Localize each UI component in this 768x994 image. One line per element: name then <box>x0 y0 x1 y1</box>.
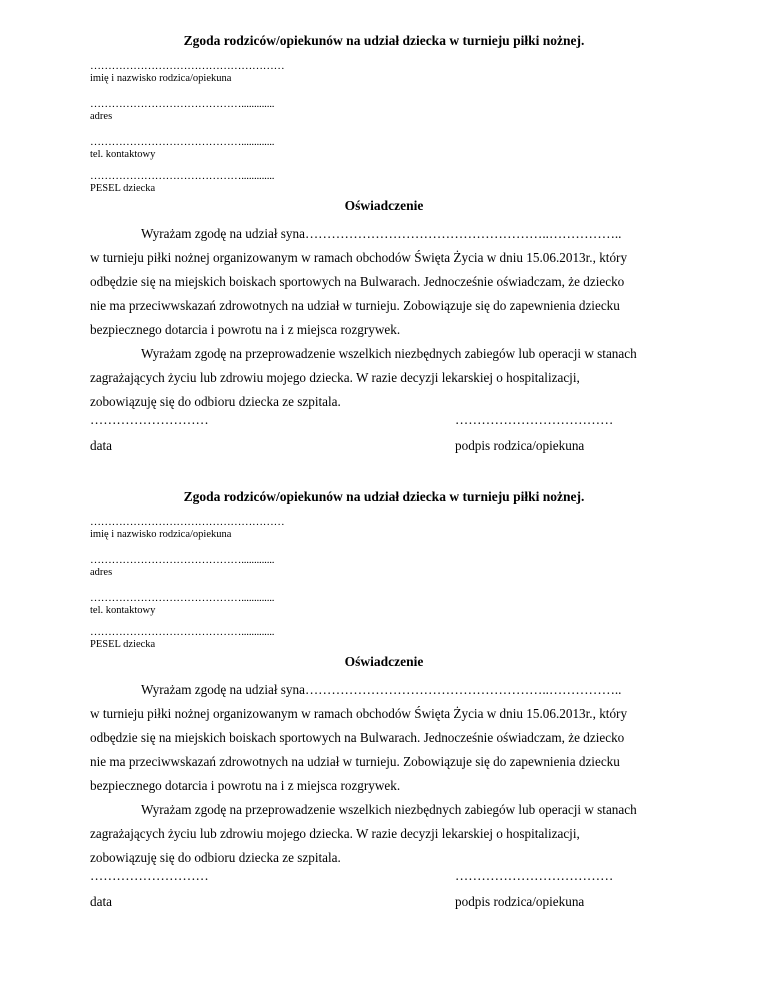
signature-label: podpis rodzica/opiekuna <box>455 894 585 909</box>
signature-dots: ……………………………… <box>455 868 614 883</box>
paragraph-line: zobowiązuję się do odbioru dziecka ze szpitala. <box>90 850 341 865</box>
pesel-field <box>90 170 330 195</box>
address-dots: ……………………………………............. <box>90 554 275 566</box>
pesel-field <box>90 626 330 651</box>
paragraph-line: nie ma przeciwwskazań zdrowotnych na udział w turnieju. Zobowiązuje się do zapewnienia dziecku <box>90 298 620 313</box>
paragraph-line: Wyrażam zgodę na przeprowadzenie wszelkich niezbędnych zabiegów lub operacji w stanach <box>141 346 637 361</box>
address-label: adres <box>90 111 113 122</box>
pesel-dots: ……………………………………............. <box>90 170 275 182</box>
signature-label: podpis rodzica/opiekuna <box>455 438 585 453</box>
parent-name-field <box>90 60 330 85</box>
paragraph-line: zagrażających życiu lub zdrowiu mojego dziecka. W razie decyzji lekarskiej o hospitalizacji, <box>90 370 580 385</box>
date-label: data <box>90 438 112 453</box>
parent-name-dots: ……………………………………………… <box>90 516 285 528</box>
paragraph-line: zobowiązuję się do odbioru dziecka ze szpitala. <box>90 394 341 409</box>
paragraph-line: bezpiecznego dotarcia i powrotu na i z miejsca rozgrywek. <box>90 322 401 337</box>
statement-heading: Oświadczenie <box>344 198 424 213</box>
consent-form-2 <box>0 456 768 926</box>
parent-name-label: imię i nazwisko rodzica/opiekuna <box>90 73 232 84</box>
form-title: Zgoda rodziców/opiekunów na udział dziecka w turnieju piłki nożnej. <box>183 33 585 48</box>
phone-label: tel. kontaktowy <box>90 149 156 160</box>
parent-name-label: imię i nazwisko rodzica/opiekuna <box>90 529 232 540</box>
phone-label: tel. kontaktowy <box>90 605 156 616</box>
paragraph-line: Wyrażam zgodę na przeprowadzenie wszelkich niezbędnych zabiegów lub operacji w stanach <box>141 802 637 817</box>
address-dots: ……………………………………............. <box>90 98 275 110</box>
phone-field <box>90 136 330 161</box>
address-field <box>90 98 330 123</box>
paragraph-line: nie ma przeciwwskazań zdrowotnych na udział w turnieju. Zobowiązuje się do zapewnienia dziecku <box>90 754 620 769</box>
phone-dots: ……………………………………............. <box>90 136 275 148</box>
address-field <box>90 554 330 579</box>
paragraph-line: zagrażających życiu lub zdrowiu mojego dziecka. W razie decyzji lekarskiej o hospitalizacji, <box>90 826 580 841</box>
date-dots: ……………………… <box>90 868 209 883</box>
address-label: adres <box>90 567 113 578</box>
phone-dots: ……………………………………............. <box>90 592 275 604</box>
paragraph-line: odbędzie się na miejskich boiskach sportowych na Bulwarach. Jednocześnie oświadczam, że dziecko <box>90 274 625 289</box>
paragraph-line: w turnieju piłki nożnej organizowanym w ramach obchodów Święta Życia w dniu 15.06.2013r., który <box>90 706 628 721</box>
signature-dots: ……………………………… <box>455 412 614 427</box>
date-dots: ……………………… <box>90 412 209 427</box>
date-label: data <box>90 894 112 909</box>
pesel-dots: ……………………………………............. <box>90 626 275 638</box>
statement-heading: Oświadczenie <box>344 654 424 669</box>
pesel-label: PESEL dziecka <box>90 639 156 650</box>
paragraph-line: Wyrażam zgodę na udział syna………………………………………………..…………….. <box>141 682 622 697</box>
phone-field <box>90 592 330 617</box>
parent-name-field <box>90 516 330 541</box>
form-title: Zgoda rodziców/opiekunów na udział dziecka w turnieju piłki nożnej. <box>183 489 585 504</box>
paragraph-line: w turnieju piłki nożnej organizowanym w ramach obchodów Święta Życia w dniu 15.06.2013r., który <box>90 250 628 265</box>
paragraph-line: odbędzie się na miejskich boiskach sportowych na Bulwarach. Jednocześnie oświadczam, że dziecko <box>90 730 625 745</box>
consent-form-1 <box>0 0 768 470</box>
pesel-label: PESEL dziecka <box>90 183 156 194</box>
paragraph-line: bezpiecznego dotarcia i powrotu na i z miejsca rozgrywek. <box>90 778 401 793</box>
paragraph-line: Wyrażam zgodę na udział syna………………………………………………..…………….. <box>141 226 622 241</box>
parent-name-dots: ……………………………………………… <box>90 60 285 72</box>
